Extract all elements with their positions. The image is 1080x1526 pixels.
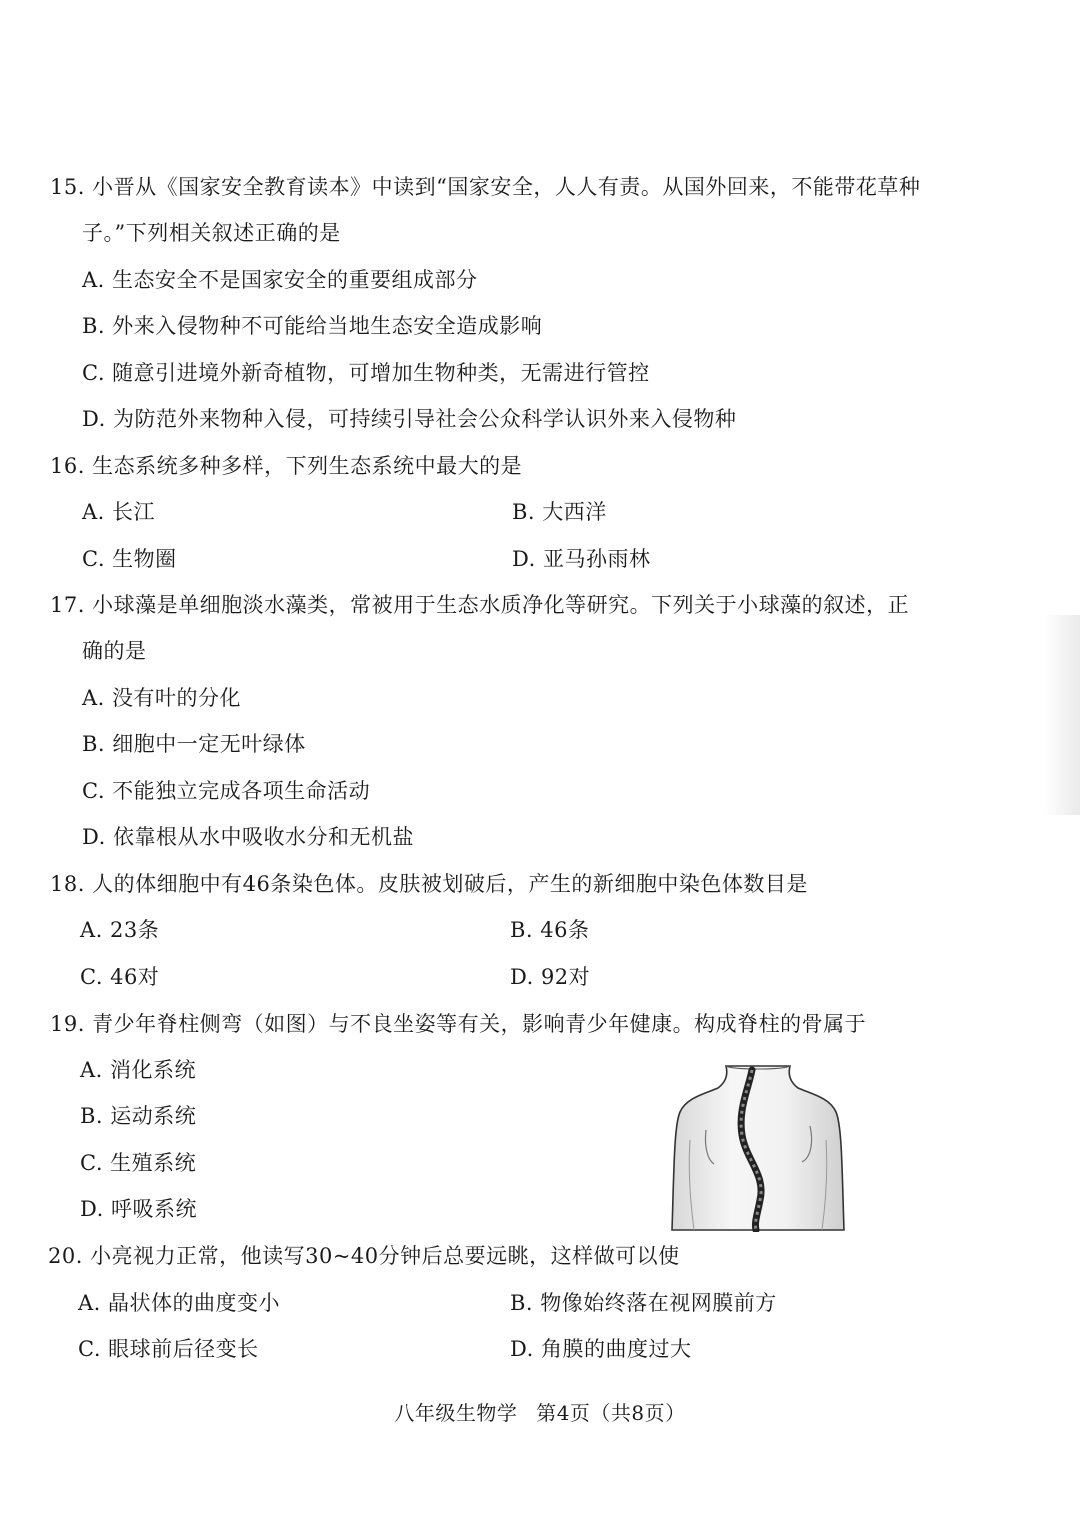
scoliosis-back-illustration-icon (668, 1060, 848, 1232)
question-16-option-a: A. 长江 (82, 500, 156, 524)
question-20-option-c: C. 眼球前后径变长 (78, 1337, 259, 1361)
question-19-option-d: D. 呼吸系统 (80, 1197, 197, 1221)
question-19-number: 19. (50, 1012, 85, 1036)
question-17-option-d: D. 依靠根从水中吸收水分和无机盐 (82, 825, 414, 849)
question-15-stem-text: 小晋从《国家安全教育读本》中读到“国家安全，人人有责。从国外回来，不能带花草种 (92, 175, 921, 199)
question-18-option-c: C. 46对 (80, 965, 160, 989)
footer-page-number: 第4页（共8页） (536, 1401, 686, 1425)
footer-subject: 八年级生物学 (394, 1401, 518, 1425)
question-15-stem-line-2: 子。”下列相关叙述正确的是 (82, 221, 341, 245)
question-17-stem-line-2: 确的是 (82, 639, 147, 663)
question-15-number: 15. (50, 175, 85, 199)
question-18-option-b: B. 46条 (510, 918, 590, 942)
question-16-option-d: D. 亚马孙雨林 (512, 547, 651, 571)
question-20-stem-text: 小亮视力正常，他读写30~40分钟后总要远眺，这样做可以使 (90, 1244, 680, 1268)
question-19-option-a: A. 消化系统 (80, 1058, 197, 1082)
question-19-stem-text: 青少年脊柱侧弯（如图）与不良坐姿等有关，影响青少年健康。构成脊柱的骨属于 (92, 1012, 867, 1036)
question-16-option-b: B. 大西洋 (512, 500, 607, 524)
question-17-option-a: A. 没有叶的分化 (82, 686, 242, 710)
question-17-number: 17. (50, 593, 85, 617)
question-20-stem (48, 1241, 680, 1271)
question-18-option-a: A. 23条 (80, 918, 160, 942)
question-16-option-c: C. 生物圈 (82, 547, 177, 571)
question-17-stem-text: 小球藻是单细胞淡水藻类，常被用于生态水质净化等研究。下列关于小球藻的叙述，正 (92, 593, 910, 617)
question-15-option-c: C. 随意引进境外新奇植物，可增加生物种类，无需进行管控 (82, 361, 650, 385)
scan-edge-shadow (1044, 615, 1080, 815)
question-20-option-d: D. 角膜的曲度过大 (510, 1337, 692, 1361)
question-20-number: 20. (48, 1244, 83, 1268)
page-footer (0, 1398, 1080, 1428)
question-15-option-d: D. 为防范外来物种入侵，可持续引导社会公众科学认识外来入侵物种 (82, 407, 737, 431)
question-15-option-a: A. 生态安全不是国家安全的重要组成部分 (82, 268, 478, 292)
question-18-number: 18. (50, 872, 85, 896)
question-15-stem-line-1 (50, 172, 920, 202)
question-20-option-b: B. 物像始终落在视网膜前方 (510, 1291, 777, 1315)
question-19-option-c: C. 生殖系统 (80, 1151, 197, 1175)
question-16-stem-text: 生态系统多种多样，下列生态系统中最大的是 (92, 454, 523, 478)
question-17-option-c: C. 不能独立完成各项生命活动 (82, 779, 371, 803)
question-18-option-d: D. 92对 (510, 965, 591, 989)
question-19-stem (50, 1009, 866, 1039)
question-17-stem-line-1 (50, 590, 909, 620)
question-17-option-b: B. 细胞中一定无叶绿体 (82, 732, 306, 756)
question-16-stem (50, 451, 522, 481)
question-18-stem-text: 人的体细胞中有46条染色体。皮肤被划破后，产生的新细胞中染色体数目是 (92, 872, 808, 896)
question-18-stem (50, 869, 808, 899)
question-16-number: 16. (50, 454, 85, 478)
question-15-option-b: B. 外来入侵物种不可能给当地生态安全造成影响 (82, 314, 543, 338)
question-19-option-b: B. 运动系统 (80, 1104, 197, 1128)
question-20-option-a: A. 晶状体的曲度变小 (78, 1291, 281, 1315)
